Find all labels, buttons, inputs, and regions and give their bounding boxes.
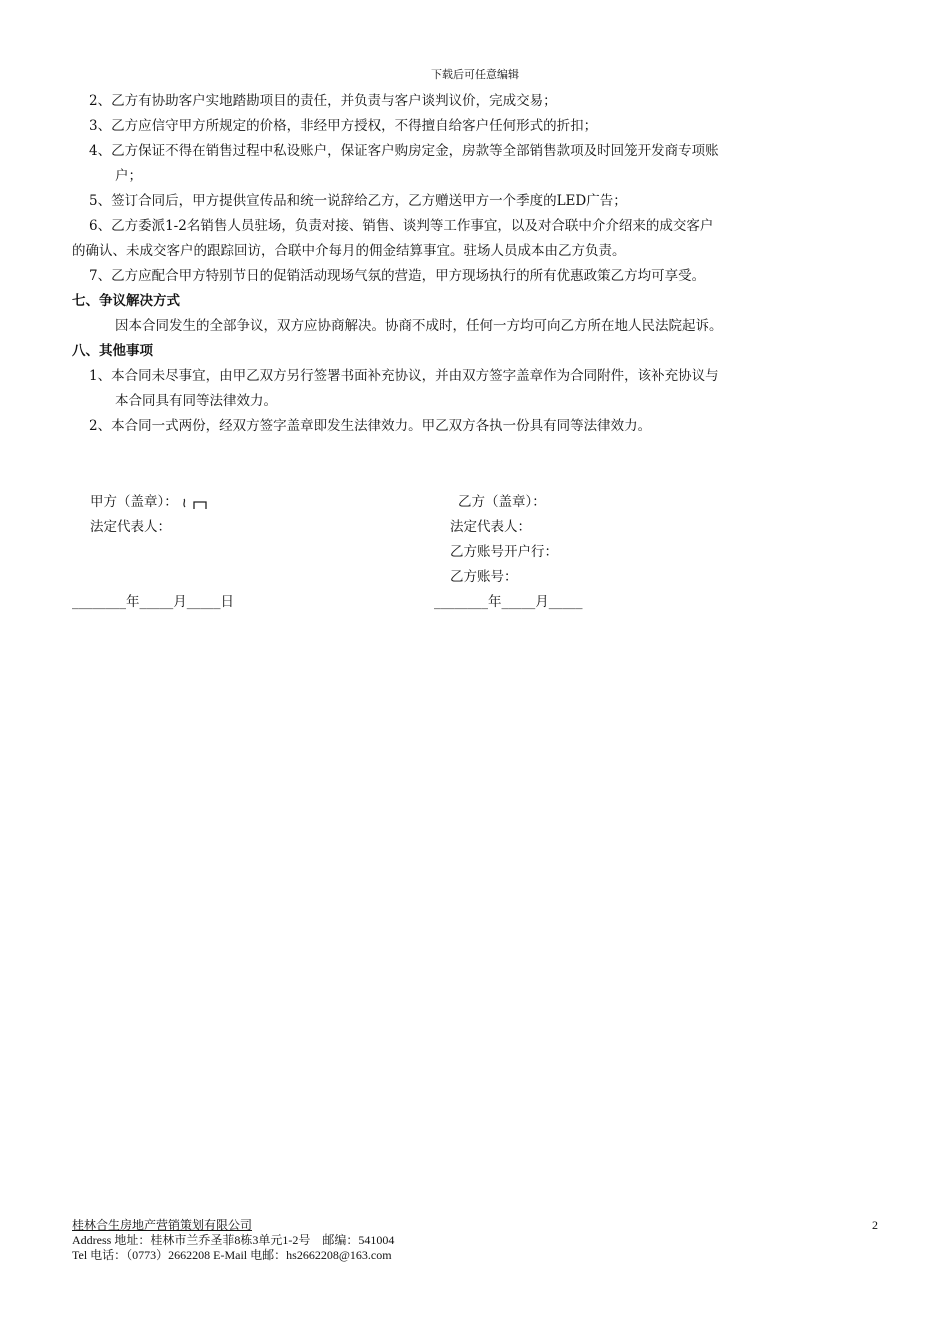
party-b-account-label: 乙方账号： [450, 569, 518, 585]
page-footer [72, 1218, 878, 1263]
section-8-item-2: 2、本合同一式两份，经双方签字盖章即发生法律效力。甲乙双方各执一份具有同等法律效力。 [89, 418, 652, 434]
party-b-rep-label: 法定代表人： [450, 519, 531, 535]
clause-6-line-1: 6、乙方委派1-2名销售人员驻场，负责对接、销售、谈判等工作事宜，以及对合联中介介绍来的成交客户 [89, 218, 714, 234]
section-8-item-1-line-1: 1、本合同未尽事宜，由甲乙双方另行签署书面补充协议，并由双方签字盖章作为合同附件，该补充协议与 [89, 368, 719, 384]
header-note: 下载后可任意编辑 [431, 68, 519, 81]
contract-body [72, 89, 878, 439]
party-b-date-line: ________年_____月_____ [434, 594, 583, 610]
section-7-text: 因本合同发生的全部争议，双方应协商解决。协商不成时，任何一方均可向乙方所在地人民法院起诉。 [115, 318, 723, 334]
page-number: 2 [872, 1218, 878, 1232]
clause-4-line-1: 4、乙方保证不得在销售过程中私设账户，保证客户购房定金，房款等全部销售款项及时回笼开发商专项账 [89, 143, 719, 159]
clause-3: 3、乙方应信守甲方所规定的价格，非经甲方授权，不得擅自给客户任何形式的折扣； [89, 118, 598, 134]
footer-company: 桂林合生房地产营销策划有限公司 [72, 1218, 253, 1232]
party-a-seal-label [90, 490, 210, 510]
section-8-item-1-line-2: 本合同具有同等法律效力。 [115, 393, 277, 409]
party-a-rep-label: 法定代表人： [90, 519, 171, 535]
clause-4-line-2: 户； [115, 168, 142, 184]
clause-7: 7、乙方应配合甲方特别节日的促销活动现场气氛的营造，甲方现场执行的所有优惠政策乙方均可享受。 [89, 268, 706, 284]
clause-2: 2、乙方有协助客户实地踏勘项目的责任，并负责与客户谈判议价，完成交易； [89, 93, 557, 109]
party-b-bank-label: 乙方账号开户行： [450, 544, 558, 560]
seal-mark-icon [182, 496, 210, 510]
party-a-seal-text: 甲方（盖章）： [90, 494, 178, 510]
footer-contact: Tel 电话：（0773）2662208 E-Mail 电邮：hs2662208@163.com [72, 1248, 392, 1262]
party-a-date-line: ________年_____月_____日 [72, 594, 234, 610]
clause-6-line-2: 的确认、未成交客户的跟踪回访，合联中介每月的佣金结算事宜。驻场人员成本由乙方负责。 [72, 243, 626, 259]
section-8-heading: 八、其他事项 [72, 343, 153, 359]
clause-5: 5、签订合同后，甲方提供宣传品和统一说辞给乙方，乙方赠送甲方一个季度的LED广告； [89, 193, 627, 209]
party-b-seal-label: 乙方（盖章）： [458, 494, 546, 510]
section-7-heading: 七、争议解决方式 [72, 293, 180, 309]
footer-address: Address 地址：桂林市兰乔圣菲8栋3单元1-2号 邮编：541004 [72, 1233, 395, 1247]
